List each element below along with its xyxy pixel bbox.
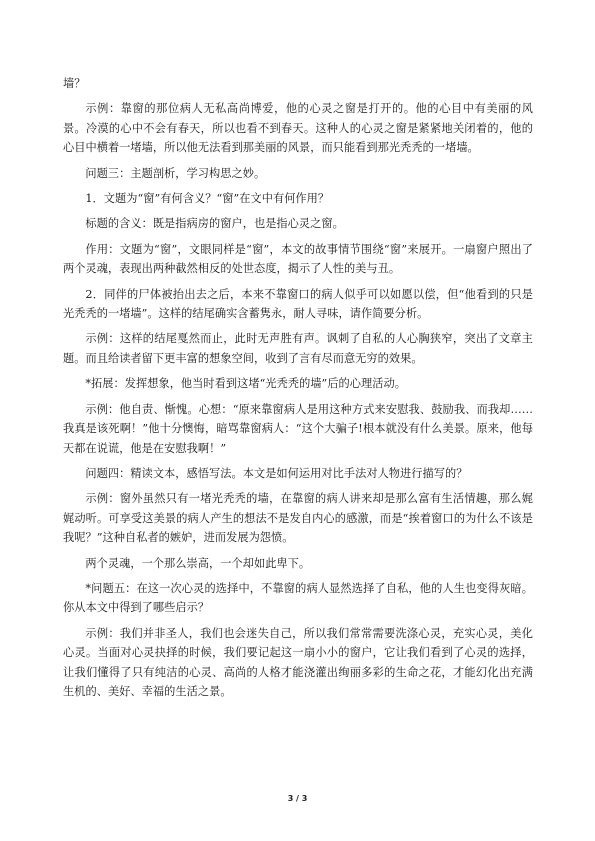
paragraph-two-souls: 两个灵魂，一个那么崇高，一个却如此卑下。 <box>85 556 311 570</box>
page-number: 3 / 3 <box>287 794 308 803</box>
paragraph-question-five: *问题五：在这一次心灵的选择中，不靠窗的病人显然选择了自私，他的人生也变得灰暗。你从本文中得到了哪些启示？ <box>63 581 533 615</box>
paragraph-question-four: 问题四：精读文本，感悟写法。本文是如何运用对比手法对人物进行描写的？ <box>85 466 468 480</box>
paragraph-example-window: 示例：靠窗的那位病人无私高尚博爱，他的心灵之窗是打开的。他的心目中有美丽的风景。冷漠的心中不会有春天，所以也看不到春天。这种人的心灵之窗是紧紧地关闭着的，他的心目中横着一堵墙，所以他无法看到那美丽的风景，而只能看到那光秃秃的一堵墙。 <box>63 102 533 155</box>
paragraph-continuation: 墙？ <box>63 77 86 90</box>
paragraph-question-three: 问题三：主题剖析，学习构思之妙。 <box>85 166 266 180</box>
paragraph-example-ending: 示例：这样的结尾戛然而止，此时无声胜有声。讽刺了自私的人心胸狭窄，突出了文章主题。而且给读者留下更丰富的想象空间，收到了言有尽而意无穷的效果。 <box>63 332 533 365</box>
paragraph-extension: *拓展：发挥想象，他当时看到这堵“光秃秃的墙”后的心理活动。 <box>85 377 406 391</box>
document-body <box>63 74 533 707</box>
paragraph-title-function: 作用：文题为“窗”，文眼同样是“窗”，本文的故事情节围绕“窗”来展开。一扇窗户照出了两个灵魂，表现出两种截然相反的处世态度，揭示了人性的美与丑。 <box>63 242 533 276</box>
paragraph-example-inspiration: 示例：我们并非圣人，我们也会迷失自己，所以我们常常需要洗涤心灵，充实心灵，美化心灵。当面对心灵抉择的时候，我们要记起这一扇小小的窗户，它让我们看到了心灵的选择，让我们懂得了只有纯洁的心灵、高尚的人格才能浇灌出绚丽多彩的生命之花，才能幻化出充满生机的、美好、幸福的生活之景。 <box>63 626 533 698</box>
paragraph-subquestion-two: 2．同伴的尸体被抬出去之后，本来不靠窗口的病人似乎可以如愿以偿，但“他看到的只是光秃秃的一堵墙”。这样的结尾确实含蓄隽永，耐人寻味，请作简要分析。 <box>63 287 533 321</box>
paragraph-example-psychology: 示例：他自责、惭愧。心想：“原来靠窗病人是用这种方式来安慰我、鼓励我、而我却……我真是该死啊！”他十分懊悔，暗骂靠窗病人：“这个大骗子!根本就没有什么美景。原来，他每天都在说谎，他是在安慰我啊！” <box>63 402 533 455</box>
paragraph-example-contrast: 示例：窗外虽然只有一堵光秃秃的墙，在靠窗的病人讲来却是那么富有生活情趣，那么娓娓动听。可享受这美景的病人产生的想法不是发自内心的感激，而是“挨着窗口的为什么不该是我呢？”这种自私者的嫉妒，进而发展为怨愤。 <box>63 492 533 545</box>
paragraph-subquestion-one: 1．文题为“窗”有何含义？“窗”在文中有何作用？ <box>85 192 330 206</box>
paragraph-title-meaning: 标题的含义：既是指病房的窗户，也是指心灵之窗。 <box>85 217 344 231</box>
